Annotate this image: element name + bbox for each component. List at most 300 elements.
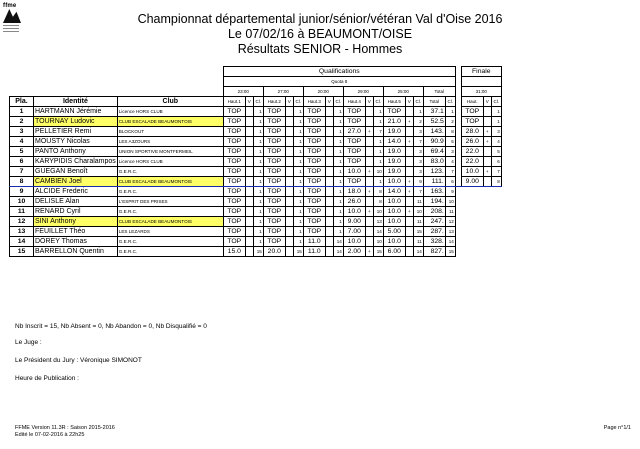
height-cell: TOP: [263, 107, 285, 117]
rank-sub-cell: 1: [333, 137, 343, 147]
total-rank-cell: 10: [445, 197, 455, 207]
height-cell: TOP: [223, 107, 245, 117]
v-cell: [285, 117, 293, 127]
total-rank-cell: 2: [445, 117, 455, 127]
v-cell: [245, 197, 253, 207]
rank-cell: 15: [10, 247, 34, 257]
table-row: [10, 177, 502, 187]
height-cell: 9.00: [343, 217, 365, 227]
height-cell: TOP: [263, 187, 285, 197]
results-body: [10, 107, 502, 257]
v-cell: [245, 247, 253, 257]
rank-sub-cell: 1: [293, 147, 303, 157]
v-cell: [405, 157, 413, 167]
v-cell: [245, 137, 253, 147]
rank-sub-cell: 10: [373, 207, 383, 217]
finale-rank-cell: [491, 247, 501, 257]
finale-height-cell: [461, 247, 483, 257]
finale-rank-cell: [491, 187, 501, 197]
total-cell: 111.: [423, 177, 445, 187]
height-cell: 7.00: [343, 227, 365, 237]
finale-rank-cell: [491, 217, 501, 227]
finale-height-cell: 22.0: [461, 147, 483, 157]
height-cell: TOP: [263, 147, 285, 157]
v-cell: +: [365, 127, 373, 137]
club-name: LES LEZARDS: [117, 227, 223, 237]
v-cell: [325, 197, 333, 207]
finale-rank-cell: [491, 207, 501, 217]
rank-cell: 6: [10, 157, 34, 167]
table-row: [10, 117, 502, 127]
height-cell: 14.0: [383, 187, 405, 197]
rank-sub-cell: 1: [253, 207, 263, 217]
total-rank-cell: 9: [445, 187, 455, 197]
v-cell: [245, 187, 253, 197]
finale-v-cell: +: [483, 167, 491, 177]
finale-v-cell: [483, 247, 491, 257]
table-row: [10, 207, 502, 217]
rank-sub-cell: 3: [413, 167, 423, 177]
total-rank-cell: 7: [445, 167, 455, 177]
finale-rank-cell: 1: [491, 117, 501, 127]
rank-sub-cell: 1: [293, 207, 303, 217]
rank-sub-cell: 1: [333, 177, 343, 187]
v-cell: [325, 167, 333, 177]
rank-cell: 3: [10, 127, 34, 137]
table-row: [10, 197, 502, 207]
club-name: CLUB ESCALADE BEAUMONTOIS: [117, 177, 223, 187]
v-cell: [245, 237, 253, 247]
club-name: G.E.R.C.: [117, 237, 223, 247]
total-cell: 69.4: [423, 147, 445, 157]
rank-sub-cell: 1: [253, 187, 263, 197]
rank-cell: 10: [10, 197, 34, 207]
publication-time: Heure de Publication :: [15, 375, 79, 382]
rank-sub-cell: 1: [253, 237, 263, 247]
v-cell: +: [405, 177, 413, 187]
table-row: [10, 187, 502, 197]
height-cell: TOP: [303, 147, 325, 157]
v-cell: [245, 227, 253, 237]
height-cell: 10.0: [383, 237, 405, 247]
height-cell: 10.0: [343, 237, 365, 247]
club-name: CLUB ESCALADE BEAUMONTOIS: [117, 217, 223, 227]
rank-sub-cell: 10: [413, 207, 423, 217]
v-cell: [325, 247, 333, 257]
v-cell: [245, 217, 253, 227]
rank-sub-cell: 1: [293, 137, 303, 147]
rank-sub-cell: 10: [373, 237, 383, 247]
finale-height-cell: 9.00: [461, 177, 483, 187]
rank-sub-cell: 14: [333, 247, 343, 257]
rank-sub-cell: 1: [333, 197, 343, 207]
finale-rank-cell: 6: [491, 157, 501, 167]
finale-rank-cell: 8: [491, 177, 501, 187]
athlete-name: MOUSTY Nicolas: [34, 137, 118, 147]
height-cell: TOP: [223, 127, 245, 137]
col-pla: Pla.: [10, 97, 34, 107]
rank-sub-cell: 1: [333, 207, 343, 217]
rank-sub-cell: 1: [333, 117, 343, 127]
rank-sub-cell: 1: [253, 217, 263, 227]
height-cell: TOP: [303, 167, 325, 177]
v-cell: [285, 237, 293, 247]
v-cell: [405, 127, 413, 137]
rank-sub-cell: 7: [413, 187, 423, 197]
finale-height-cell: 22.0: [461, 157, 483, 167]
height-cell: 10.0: [383, 207, 405, 217]
rank-sub-cell: 1: [253, 127, 263, 137]
v-cell: +: [405, 137, 413, 147]
height-cell: 11.0: [303, 247, 325, 257]
v-cell: +: [405, 187, 413, 197]
v-cell: [325, 107, 333, 117]
table-row: [10, 247, 502, 257]
finale-v-cell: +: [483, 127, 491, 137]
height-cell: 11.0: [303, 237, 325, 247]
rank-sub-cell: 1: [293, 237, 303, 247]
total-cell: 287.: [423, 227, 445, 237]
rank-sub-cell: 11: [413, 217, 423, 227]
height-cell: TOP: [263, 157, 285, 167]
v-cell: [285, 167, 293, 177]
rank-sub-cell: 1: [373, 157, 383, 167]
finale-height-cell: [461, 197, 483, 207]
rank-sub-cell: 13: [373, 217, 383, 227]
rank-sub-cell: 1: [333, 167, 343, 177]
rank-sub-cell: 11: [413, 237, 423, 247]
rank-sub-cell: 1: [333, 127, 343, 137]
rank-sub-cell: 1: [253, 147, 263, 157]
rank-sub-cell: 11: [413, 197, 423, 207]
finale-header: Finale: [461, 67, 501, 77]
v-cell: +: [365, 207, 373, 217]
height-cell: TOP: [303, 157, 325, 167]
v-cell: [325, 177, 333, 187]
col-club: Club: [117, 97, 223, 107]
total-rank-cell: 11: [445, 207, 455, 217]
height-cell: TOP: [303, 187, 325, 197]
judge-label: Le Juge :: [15, 339, 42, 346]
route-time: 20:00: [303, 87, 343, 97]
rank-cell: 4: [10, 137, 34, 147]
rank-sub-cell: 14: [413, 247, 423, 257]
v-cell: [245, 127, 253, 137]
col-haut: Haut.1: [223, 97, 245, 107]
rank-sub-cell: 1: [253, 227, 263, 237]
height-cell: TOP: [383, 107, 405, 117]
v-cell: [325, 127, 333, 137]
v-cell: [285, 207, 293, 217]
v-cell: [405, 237, 413, 247]
finale-height-cell: [461, 207, 483, 217]
rank-sub-cell: 1: [293, 117, 303, 127]
total-rank-cell: 4: [445, 157, 455, 167]
v-cell: [365, 177, 373, 187]
rank-cell: 9: [10, 187, 34, 197]
finale-rank-cell: [491, 227, 501, 237]
v-cell: +: [365, 247, 373, 257]
height-cell: TOP: [223, 227, 245, 237]
total-cell: 143.: [423, 127, 445, 137]
finale-rank-cell: 3: [491, 127, 501, 137]
height-cell: 10.0: [383, 177, 405, 187]
col-haut: Haut.5: [383, 97, 405, 107]
rank-sub-cell: 2: [413, 117, 423, 127]
height-cell: 20.0: [263, 247, 285, 257]
v-cell: [365, 117, 373, 127]
club-name: CLUB ESCALADE BEAUMONTOIS: [117, 117, 223, 127]
table-row: [10, 167, 502, 177]
rank-sub-cell: 1: [253, 107, 263, 117]
total-rank-cell: 12: [445, 217, 455, 227]
height-cell: TOP: [223, 207, 245, 217]
total-cell: 123.: [423, 167, 445, 177]
v-cell: [365, 217, 373, 227]
rank-cell: 12: [10, 217, 34, 227]
v-cell: [245, 147, 253, 157]
results-table: Qualifications Finale Quota 8 23:00 27:00 20:00 29:00 25:00 Total 31:00 Pla. Identité Club Haut.1 V Cl. Haut.2 V Cl. Haut.3 V Cl. Haut.4 V Cl. Haut.5 V Cl. Total Cl. Haut. V Cl. 1 HARTMANN Jérémie Licence HORS CLUB TOP 1 TOP 1 TOP 1 TOP 1 TOP 1 37.1 1 TOP 1 2 TOURNAY Ludovic CLUB ESCALADE BEAUMONTOIS TOP 1 TOP 1 TOP 1 TOP 1 21.0 + 2 52.5 2 TOP 1 3 PELLETIER Remi BLOCKOUT TOP 1 TOP 1 TOP 1 27.0 + 7 19.0 3 143. 8 28.0 + 3 4 MOUSTY Nicolas LES A3ZOURS TOP 1 TOP 1 TOP 1 TOP 1 14.0 + 7 90.9 5 26.0 + 4 5 PANTO Anthony UNION SPORTIVE MONTFERMEIL TOP 1 TOP 1 TOP 1 TOP 1 19.0 3 69.4 3 22.0 5 6 KARYPIDIS Charalampos Licence HORS CLUB TOP 1 TOP 1 TOP 1 TOP 1 19.0 3 83.0 4 22.0 6 7 GUEGAN Benoît G.E.R.C. TOP 1 TOP 1 TOP 1 10.0 + 10 19.0 3 123. 7 10.0 + 7 8 CAMBIEN Joel CLUB ESCALADE BEAUMONTOIS TOP 1 TOP 1 TOP 1 TOP 1 10.0 + 9 111. 6 9.00 8 9 ALCIDE Frederic G.E.R.C. TOP 1 TOP 1 TOP 1 18.0 + 8 14.0 + 7 163. 9 10 DELISLE Alan L'ESPRIT DES PRISES TOP 1 TOP 1 TOP 1 26.0 8 10.0 11 194. 10 11 RENARD Cyril G.E.R.C. TOP 1 TOP 1 TOP 1 10.0 + 10 10.0 + 10 208. 11 12 SINI Anthony CLUB ESCALADE BEAUMONTOIS TOP 1 TOP 1 TOP 1 9.00 13 10.0 11 247. 12 13 FEUILLET Théo LES LEZARDS TOP 1 TOP 1 TOP 1 7.00 14 5.00 15 287. 13 14 DOREY Thomas G.E.R.C. TOP 1 TOP 1 11.0 14 10.0 10 10.0 11 328. 14 15 BARRELLON Quentin G.E.R.C. 15.0 15 20.0 15 11.0 14 2.00 + 15 6.00 14 827. 15: [9, 66, 502, 257]
height-cell: TOP: [223, 187, 245, 197]
rank-cell: 1: [10, 107, 34, 117]
rank-sub-cell: 1: [293, 177, 303, 187]
height-cell: TOP: [223, 177, 245, 187]
total-rank-cell: 5: [445, 137, 455, 147]
finale-height-cell: 28.0: [461, 127, 483, 137]
height-cell: 10.0: [383, 217, 405, 227]
finale-v-cell: +: [483, 137, 491, 147]
height-cell: TOP: [223, 237, 245, 247]
total-cell: 52.5: [423, 117, 445, 127]
club-name: LES A3ZOURS: [117, 137, 223, 147]
rank-sub-cell: 1: [253, 117, 263, 127]
rank-sub-cell: 3: [413, 147, 423, 157]
col-haut: Haut.2: [263, 97, 285, 107]
rank-sub-cell: 3: [413, 157, 423, 167]
v-cell: [245, 177, 253, 187]
v-cell: [325, 237, 333, 247]
total-cell: 163.: [423, 187, 445, 197]
v-cell: [365, 107, 373, 117]
edit-date: Edité le 07-02-2016 à 22h25: [15, 432, 85, 438]
v-cell: [365, 157, 373, 167]
total-cell: 208.: [423, 207, 445, 217]
height-cell: TOP: [263, 127, 285, 137]
height-cell: 19.0: [383, 167, 405, 177]
rank-sub-cell: 1: [293, 197, 303, 207]
height-cell: TOP: [343, 177, 365, 187]
height-cell: TOP: [263, 167, 285, 177]
v-cell: [325, 157, 333, 167]
height-cell: TOP: [263, 137, 285, 147]
height-cell: 10.0: [383, 197, 405, 207]
footer: [15, 425, 115, 439]
col-total: Total: [423, 97, 445, 107]
v-cell: [325, 227, 333, 237]
finale-height-cell: [461, 227, 483, 237]
total-rank-cell: 13: [445, 227, 455, 237]
rank-sub-cell: 15: [253, 247, 263, 257]
quota-label: Quota 8: [223, 77, 455, 87]
height-cell: TOP: [303, 127, 325, 137]
athlete-name: PANTO Anthony: [34, 147, 118, 157]
rank-sub-cell: 8: [373, 197, 383, 207]
height-cell: TOP: [263, 237, 285, 247]
page-title: Championnat départemental junior/sénior/vétéran Val d'Oise 2016: [137, 12, 503, 26]
v-cell: [405, 147, 413, 157]
v-cell: [405, 197, 413, 207]
club-name: UNION SPORTIVE MONTFERMEIL: [117, 147, 223, 157]
finale-rank-cell: 7: [491, 167, 501, 177]
club-name: Licence HORS CLUB: [117, 107, 223, 117]
v-cell: [405, 107, 413, 117]
finale-time: 31:00: [461, 87, 501, 97]
total-label: Total: [423, 87, 455, 97]
height-cell: TOP: [343, 117, 365, 127]
club-name: Licence HORS CLUB: [117, 157, 223, 167]
rank-sub-cell: 1: [333, 147, 343, 157]
height-cell: 19.0: [383, 147, 405, 157]
total-rank-cell: 8: [445, 127, 455, 137]
v-cell: [325, 187, 333, 197]
height-cell: 15.0: [223, 247, 245, 257]
height-cell: 19.0: [383, 157, 405, 167]
athlete-name: DELISLE Alan: [34, 197, 118, 207]
v-cell: [325, 207, 333, 217]
finale-rank-cell: 1: [491, 107, 501, 117]
table-row: [10, 237, 502, 247]
athlete-name: KARYPIDIS Charalampos: [35, 158, 116, 165]
rank-sub-cell: 7: [413, 137, 423, 147]
rank-sub-cell: 15: [373, 247, 383, 257]
rank-sub-cell: 15: [293, 247, 303, 257]
v-cell: [365, 197, 373, 207]
v-cell: [285, 187, 293, 197]
rank-sub-cell: 1: [293, 187, 303, 197]
total-cell: 37.1: [423, 107, 445, 117]
height-cell: TOP: [303, 207, 325, 217]
height-cell: TOP: [303, 107, 325, 117]
athlete-name: ALCIDE Frederic: [34, 187, 118, 197]
athlete-name: BARRELLON Quentin: [34, 247, 118, 257]
results-category: Résultats SENIOR - Hommes: [237, 42, 403, 56]
route-time: 27:00: [263, 87, 303, 97]
height-cell: 6.00: [383, 247, 405, 257]
total-cell: 827.: [423, 247, 445, 257]
finale-height-cell: 10.0: [461, 167, 483, 177]
rank-sub-cell: 1: [253, 137, 263, 147]
route-time: 29:00: [343, 87, 383, 97]
height-cell: TOP: [223, 147, 245, 157]
finale-rank-cell: [491, 197, 501, 207]
rank-sub-cell: 7: [373, 127, 383, 137]
height-cell: TOP: [223, 197, 245, 207]
software-version: FFME Version 11.3R : Saison 2015-2016: [15, 425, 115, 431]
height-cell: TOP: [303, 217, 325, 227]
height-cell: TOP: [263, 117, 285, 127]
height-cell: 14.0: [383, 137, 405, 147]
height-cell: 26.0: [343, 197, 365, 207]
height-cell: 2.00: [343, 247, 365, 257]
club-name: G.E.R.C.: [117, 167, 223, 177]
total-rank-cell: 6: [445, 177, 455, 187]
table-row: [10, 217, 502, 227]
rank-sub-cell: 1: [373, 107, 383, 117]
v-cell: [365, 147, 373, 157]
route-time: 25:00: [383, 87, 423, 97]
rank-sub-cell: 1: [373, 117, 383, 127]
col-finale-haut: Haut.: [461, 97, 483, 107]
rank-sub-cell: 1: [293, 217, 303, 227]
height-cell: 5.00: [383, 227, 405, 237]
col-identite: Identité: [34, 97, 118, 107]
athlete-name: SINI Anthony: [34, 217, 118, 227]
v-cell: +: [365, 187, 373, 197]
v-cell: [285, 227, 293, 237]
height-cell: 10.0: [343, 167, 365, 177]
rank-sub-cell: 1: [293, 157, 303, 167]
v-cell: [325, 117, 333, 127]
height-cell: TOP: [223, 167, 245, 177]
height-cell: TOP: [303, 197, 325, 207]
v-cell: [405, 167, 413, 177]
finale-v-cell: [483, 107, 491, 117]
height-cell: TOP: [223, 137, 245, 147]
total-cell: 83.0: [423, 157, 445, 167]
rank-sub-cell: 1: [253, 177, 263, 187]
finale-v-cell: [483, 207, 491, 217]
club-name: G.E.R.C.: [117, 187, 223, 197]
height-cell: TOP: [263, 217, 285, 227]
rank-sub-cell: 10: [373, 167, 383, 177]
athlete-name: DOREY Thomas: [34, 237, 118, 247]
height-cell: 21.0: [383, 117, 405, 127]
rank-sub-cell: 1: [333, 227, 343, 237]
rank-sub-cell: 1: [413, 107, 423, 117]
rank-sub-cell: 1: [293, 107, 303, 117]
finale-height-cell: 26.0: [461, 137, 483, 147]
finale-v-cell: [483, 147, 491, 157]
total-cell: 328.: [423, 237, 445, 247]
rank-sub-cell: 8: [373, 187, 383, 197]
header: [0, 12, 640, 57]
height-cell: 18.0: [343, 187, 365, 197]
total-cell: 90.9: [423, 137, 445, 147]
finale-height-cell: TOP: [461, 107, 483, 117]
rank-sub-cell: 15: [413, 227, 423, 237]
finale-height-cell: [461, 187, 483, 197]
height-cell: TOP: [343, 137, 365, 147]
total-cell: 247.: [423, 217, 445, 227]
finale-v-cell: [483, 237, 491, 247]
v-cell: [285, 197, 293, 207]
height-cell: TOP: [263, 197, 285, 207]
height-cell: 10.0: [343, 207, 365, 217]
participant-counts: Nb Inscrit = 15, Nb Absent = 0, Nb Abandon = 0, Nb Disqualifié = 0: [15, 323, 207, 330]
total-rank-cell: 15: [445, 247, 455, 257]
club-name: G.E.R.C.: [117, 247, 223, 257]
finale-rank-cell: [491, 237, 501, 247]
rank-sub-cell: 1: [333, 107, 343, 117]
finale-v-cell: [483, 177, 491, 187]
height-cell: 27.0: [343, 127, 365, 137]
height-cell: TOP: [343, 147, 365, 157]
v-cell: [405, 217, 413, 227]
finale-v-cell: [483, 217, 491, 227]
rank-cell: 8: [10, 177, 34, 187]
rank-cell: 7: [10, 167, 34, 177]
v-cell: [405, 227, 413, 237]
